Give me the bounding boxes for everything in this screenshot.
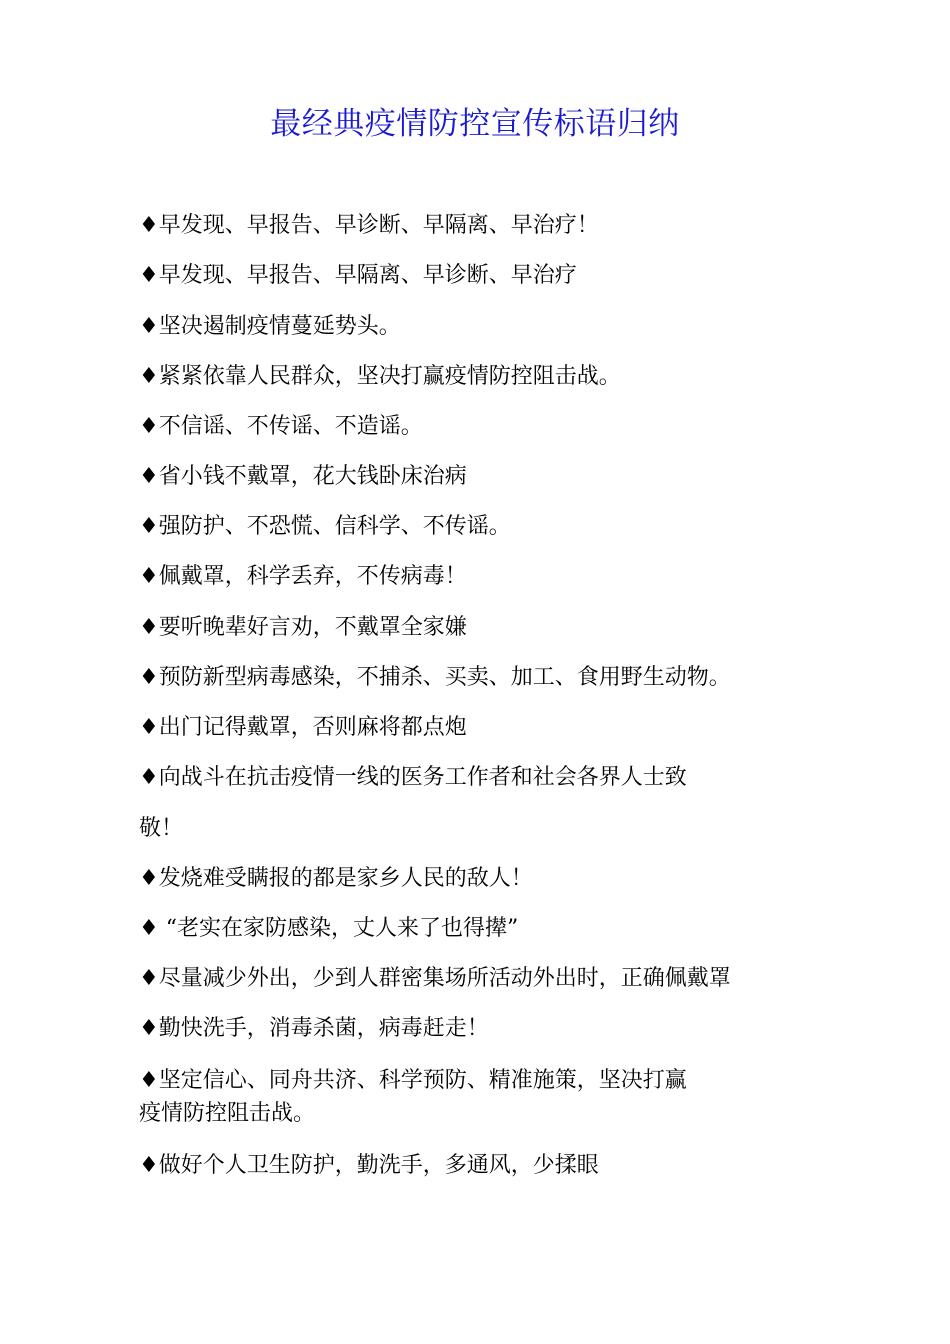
slogan-line: ♦ “老实在家防感染，丈人来了也得撵” [139, 916, 519, 941]
slogan-line: ♦省小钱不戴罩，花大钱卧床治病 [139, 464, 467, 489]
slogan-line: ♦紧紧依靠人民群众，坚决打赢疫情防控阻击战。 [139, 364, 621, 389]
slogan-line: ♦不信谣、不传谣、不造谣。 [139, 414, 423, 439]
slogan-line: ♦强防护、不恐慌、信科学、不传谣。 [139, 514, 511, 539]
slogan-line: ♦早发现、早报告、早隔离、早诊断、早治疗 [139, 263, 577, 288]
slogan-line: ♦预防新型病毒感染，不捕杀、买卖、加工、食用野生动物。 [139, 665, 731, 690]
slogan-line: ♦要听晚辈好言劝，不戴罩全家嫌 [139, 615, 467, 640]
slogan-line: ♦出门记得戴罩，否则麻将都点炮 [139, 715, 467, 740]
slogan-line: ♦坚决遏制疫情蔓延势头。 [139, 314, 401, 339]
slogan-line: ♦做好个人卫生防护，勤洗手，多通风，少揉眼 [139, 1153, 599, 1178]
slogan-line: ♦佩戴罩，科学丢弃，不传病毒！ [139, 564, 467, 589]
document-title: 最经典疫情防控宣传标语归纳 [270, 106, 680, 142]
slogan-line: ♦早发现、早报告、早诊断、早隔离、早治疗！ [139, 213, 599, 238]
slogan-line: ♦发烧难受瞒报的都是家乡人民的敌人！ [139, 866, 533, 891]
slogan-line-continuation: 敬！ [139, 816, 184, 841]
slogan-line-continuation: 疫情防控阻击战。 [139, 1101, 316, 1126]
slogan-line: ♦勤快洗手，消毒杀菌，病毒赶走！ [139, 1016, 489, 1041]
slogan-line: ♦向战斗在抗击疫情一线的医务工作者和社会各界人士致 [139, 765, 687, 790]
slogan-line: ♦尽量减少外出，少到人群密集场所活动外出时，正确佩戴罩 [139, 966, 731, 991]
slogan-line: ♦坚定信心、同舟共济、科学预防、精准施策，坚决打赢 [139, 1068, 687, 1093]
